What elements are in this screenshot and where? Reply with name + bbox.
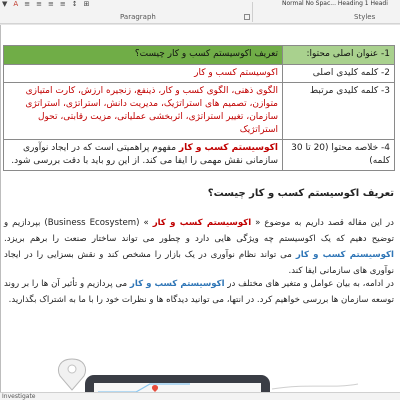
justify-icon[interactable]: ≡ bbox=[59, 0, 66, 8]
paragraph-dialog-launcher-icon[interactable] bbox=[244, 14, 250, 20]
align-left-icon[interactable]: ≡ bbox=[24, 0, 31, 8]
ribbon bbox=[0, 0, 400, 24]
align-right-icon[interactable]: ≡ bbox=[47, 0, 54, 8]
table-cell-value[interactable]: تعریف اکوسیستم کسب و کار چیست؟ bbox=[4, 46, 283, 65]
align-center-icon[interactable]: ≡ bbox=[36, 0, 42, 8]
ribbon-paragraph-icons bbox=[2, 0, 89, 8]
keyword-link[interactable]: اکوسیستم کسب و کار bbox=[295, 250, 394, 260]
summary-table bbox=[3, 45, 395, 171]
route-line bbox=[272, 384, 358, 389]
table-cell-label[interactable]: 3- کلمه کلیدی مرتبط bbox=[283, 83, 395, 140]
smartphone-icon bbox=[85, 375, 270, 392]
summary-keyword: اکوسیستم کسب و کار bbox=[178, 143, 278, 153]
map-pin-icon bbox=[59, 359, 86, 390]
table-cell-value[interactable]: الگوی ذهنی، الگوی کسب و کار، ذینفع، زنجیره ارزش، کارت امتیازی متوازن، تصمیم های استراتژیک، مدیریت دانش، استراتژی، استراتژی سازمان، تغییر استراتژی، اثربخشی عملیاتی، مزیت رقابتی، تحول استراتژیک bbox=[4, 83, 283, 140]
paragraph-group-label: Paragraph bbox=[120, 13, 156, 21]
styles-group-label: Styles bbox=[354, 13, 376, 21]
page-margin-line bbox=[0, 25, 1, 392]
document-page[interactable] bbox=[0, 25, 400, 392]
table-cell-value[interactable]: اکوسیستم کسب و کار bbox=[4, 65, 283, 83]
line-spacing-icon[interactable]: ↕ bbox=[71, 0, 78, 8]
table-cell-value[interactable] bbox=[4, 140, 283, 171]
keyword-link[interactable]: اکوسیستم کسب و کار bbox=[152, 218, 252, 228]
shading-icon[interactable]: ▼ bbox=[2, 0, 8, 8]
article-illustration bbox=[40, 353, 360, 392]
styles-gallery[interactable]: Normal No Spac... Heading 1 Headi bbox=[282, 0, 388, 7]
keyword-link[interactable]: اکوسیستم کسب و کار bbox=[129, 279, 225, 289]
table-row bbox=[4, 46, 395, 65]
paragraph-text: در این مقاله قصد داریم به موضوع « bbox=[251, 218, 395, 228]
table-cell-label[interactable]: 1- عنوان اصلی محتوا: bbox=[283, 46, 395, 65]
table-cell-label[interactable]: 4- خلاصه محتوا (20 تا 30 کلمه) bbox=[283, 140, 395, 171]
article-paragraph[interactable] bbox=[4, 215, 394, 279]
table-row bbox=[4, 65, 395, 83]
paragraph-text: می پردازیم و تأثیر آن ها را بر روند توسعه سازمان ها بررسی خواهیم کرد. در انتها، می توانید دیدگاه ها و نظرات خود را با ما به اشتراک بگذارید. bbox=[4, 279, 394, 305]
paragraph-text: می تواند نظام نوآوری در یک بازار را مشخص کند و نقش بسزایی را در ایجاد نوآوری های سازمانی ایفا کند. bbox=[4, 250, 394, 276]
paragraph-text: در ادامه، به بیان عوامل و متغیر های مختلف در bbox=[224, 279, 394, 289]
font-color-icon[interactable]: A bbox=[13, 0, 19, 8]
borders-icon[interactable]: ⊞ bbox=[83, 0, 90, 8]
article-paragraph[interactable] bbox=[4, 276, 394, 308]
table-row bbox=[4, 83, 395, 140]
paragraph-text: » (Business Ecosystem) بپردازیم و توضیح دهیم که یک اکوسیستم چه ویژگی هایی دارد و چطور می تواند ساختار صنعت را برهم بریزد. bbox=[4, 218, 394, 244]
summary-text: مفهوم پراهمیتی است که در ایجاد نوآوری سازمانی نقش مهمی را ایفا می کند. از این رو باید با دقت بررسی شود. bbox=[11, 143, 278, 166]
status-text[interactable]: Investigate bbox=[2, 393, 36, 400]
ribbon-separator bbox=[252, 2, 253, 22]
table-row bbox=[4, 140, 395, 171]
article-heading[interactable]: تعریف اکوسیستم کسب و کار چیست؟ bbox=[207, 188, 394, 199]
status-bar bbox=[0, 392, 400, 400]
table-cell-label[interactable]: 2- کلمه کلیدی اصلی bbox=[283, 65, 395, 83]
